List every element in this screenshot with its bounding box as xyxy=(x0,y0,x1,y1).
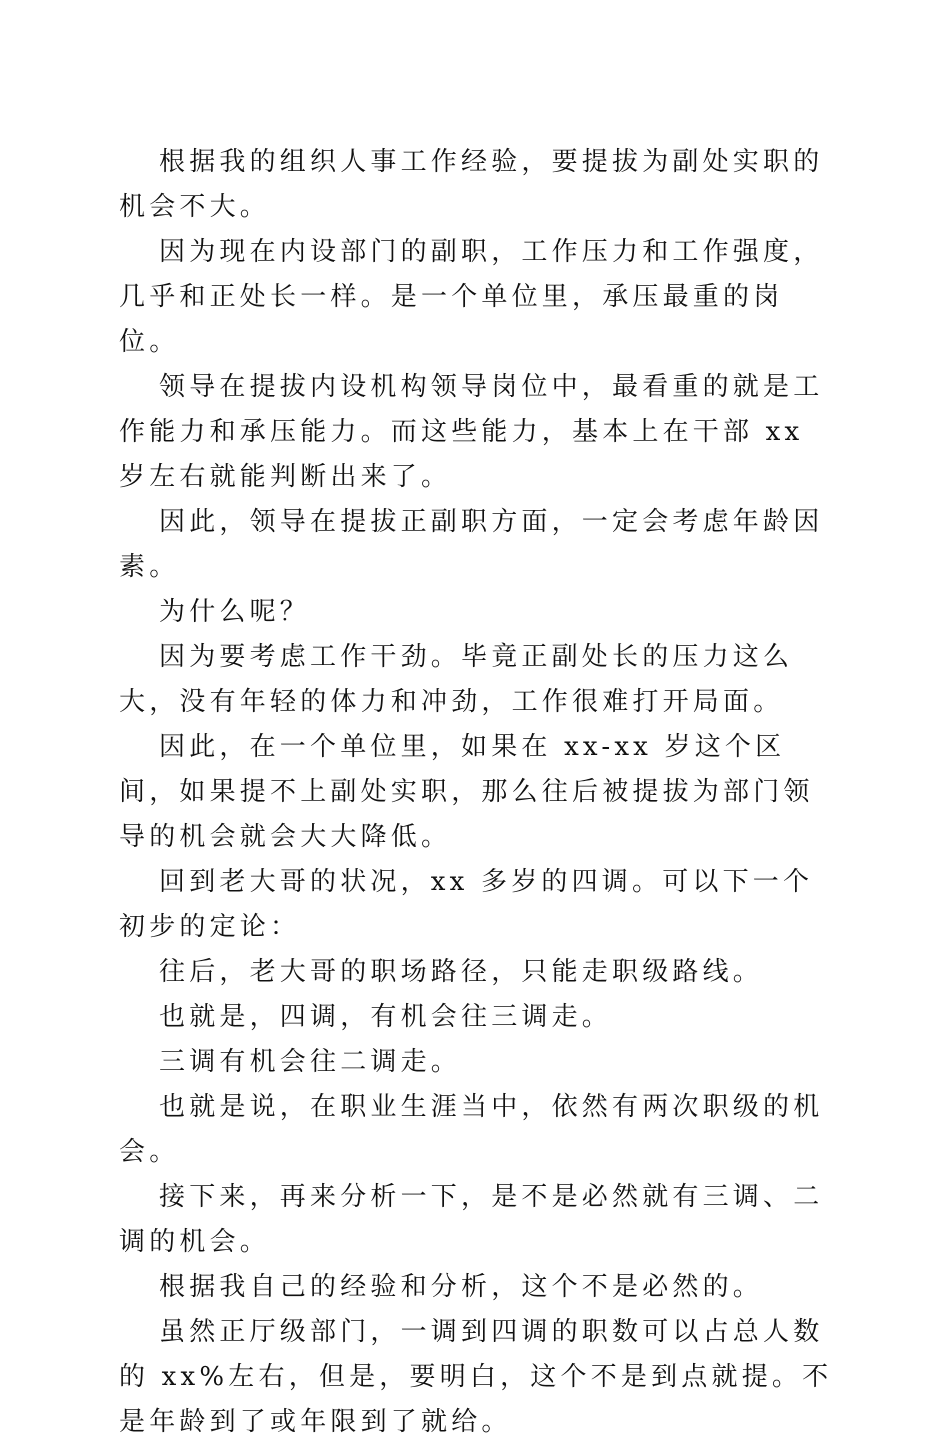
paragraph: 回到老大哥的状况，xx 多岁的四调。可以下一个初步的定论： xyxy=(119,867,814,942)
paragraph: 根据我自己的经验和分析，这个不是必然的。 xyxy=(159,1272,764,1302)
paragraph: 往后，老大哥的职场路径，只能走职级路线。 xyxy=(159,957,764,987)
paragraph: 因此，在一个单位里，如果在 xx-xx 岁这个区间，如果提不上副处实职，那么往后被提拔为部门领导的机会就会大大降低。 xyxy=(119,732,814,852)
paragraph: 领导在提拔内设机构领导岗位中，最看重的就是工作能力和承压能力。而这些能力，基本上在干部 xx 岁左右就能判断出来了。 xyxy=(119,372,824,492)
paragraph: 虽然正厅级部门，一调到四调的职数可以占总人数的 xx%左右，但是，要明白，这个不是到点就提。不是年龄到了或年限到了就给。 xyxy=(119,1317,833,1437)
document-body xyxy=(119,140,839,1445)
paragraph: 因此，领导在提拔正副职方面，一定会考虑年龄因素。 xyxy=(119,507,824,582)
paragraph: 接下来，再来分析一下，是不是必然就有三调、二调的机会。 xyxy=(119,1182,824,1257)
paragraph: 也就是，四调，有机会往三调走。 xyxy=(159,1002,613,1032)
paragraph: 因为要考虑工作干劲。毕竟正副处长的压力这么大，没有年轻的体力和冲劲，工作很难打开局面。 xyxy=(119,642,794,717)
paragraph: 根据我的组织人事工作经验，要提拔为副处实职的机会不大。 xyxy=(119,147,824,222)
paragraph: 为什么呢？ xyxy=(159,597,311,627)
paragraph: 三调有机会往二调走。 xyxy=(159,1047,462,1077)
paragraph: 因为现在内设部门的副职，工作压力和工作强度，几乎和正处长一样。是一个单位里，承压最重的岗位。 xyxy=(119,237,824,357)
paragraph: 也就是说，在职业生涯当中，依然有两次职级的机会。 xyxy=(119,1092,824,1167)
